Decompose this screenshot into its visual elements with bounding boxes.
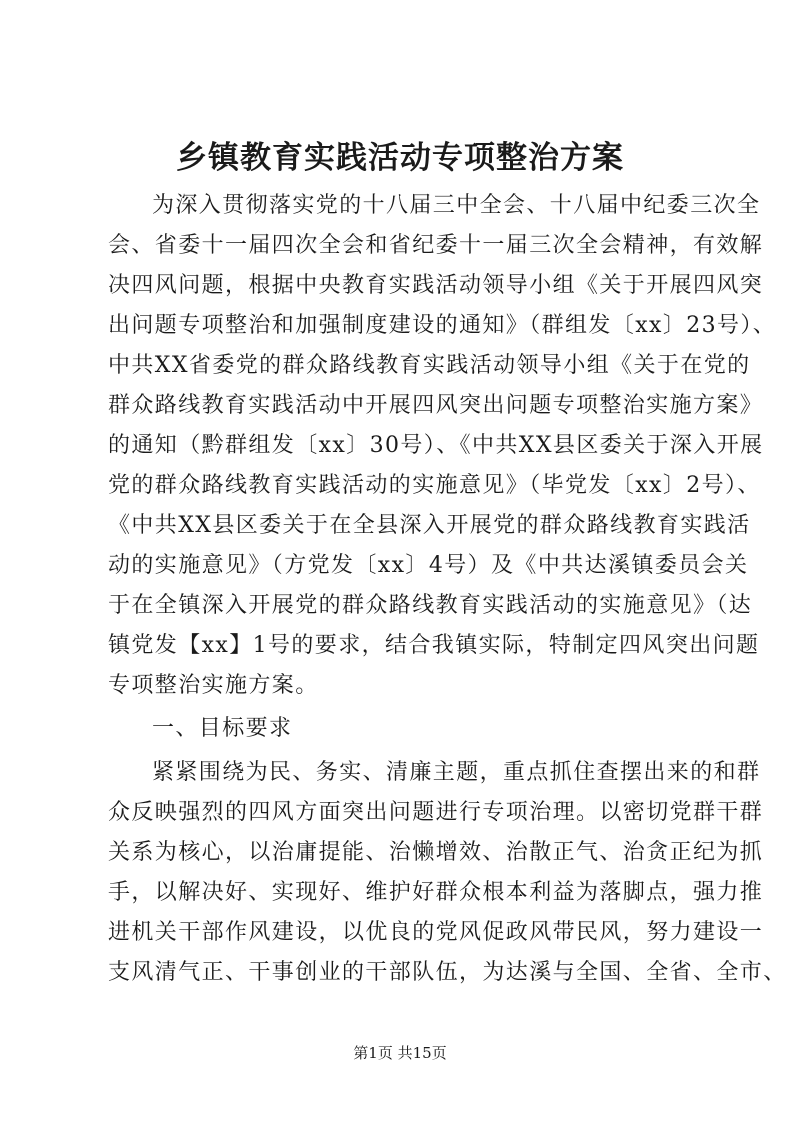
paragraph-line: 紧紧围绕为民、务实、清廉主题，重点抓住查摆出来的和群 <box>152 759 761 785</box>
paragraph-intro <box>108 186 777 706</box>
paragraph-line: 群众路线教育实践活动中开展四风突出问题专项整治实施方案》 <box>108 393 764 418</box>
paragraph-line: 关系为核心，以治庸提能、治懒增效、治散正气、治贪正纪为抓 <box>108 839 764 865</box>
paragraph-line: 的通知（黔群组发〔xx〕30号）、《中共XX县区委关于深入开展 <box>108 433 764 458</box>
paragraph-line: 会、省委十一届四次全会和省纪委十一届三次全会精神，有效解 <box>108 233 764 258</box>
paragraph-line: 支风清气正、干事创业的干部队伍，为达溪与全国、全省、全市、 <box>108 959 787 985</box>
paragraph-line: 众反映强烈的四风方面突出问题进行专项治理。以密切党群干群 <box>108 799 764 825</box>
paragraph-line: 出问题专项整治和加强制度建设的通知》（群组发〔xx〕23号）、 <box>108 313 777 338</box>
paragraph-line: 专项整治实施方案。 <box>108 673 319 698</box>
paragraph-line: 动的实施意见》（方党发〔xx〕4号）及《中共达溪镇委员会关 <box>108 553 749 578</box>
paragraph-line: 党的群众路线教育实践活动的实施意见》（毕党发〔xx〕2号）、 <box>108 473 761 498</box>
paragraph-goals <box>108 753 787 993</box>
paragraph-heading-goals <box>108 709 708 749</box>
paragraph-line: 中共XX省委党的群众路线教育实践活动领导小组《关于在党的 <box>108 353 751 378</box>
paragraph-line: 一、目标要求 <box>152 716 293 742</box>
paragraph-line: 进机关干部作风建设，以优良的党风促政风带民风，努力建设一 <box>108 919 764 945</box>
page-footer: 第1页 共15页 <box>353 1044 447 1062</box>
document-title: 乡镇教育实践活动专项整治方案 <box>176 140 624 176</box>
paragraph-line: 镇党发【xx】1号的要求，结合我镇实际，特制定四风突出问题 <box>108 633 760 658</box>
paragraph-line: 为深入贯彻落实党的十八届三中全会、十八届中纪委三次全 <box>152 193 761 218</box>
document-body <box>108 186 787 993</box>
paragraph-line: 手，以解决好、实现好、维护好群众根本利益为落脚点，强力推 <box>108 879 764 905</box>
paragraph-line: 决四风问题，根据中央教育实践活动领导小组《关于开展四风突 <box>108 273 764 298</box>
paragraph-line: 于在全镇深入开展党的群众路线教育实践活动的实施意见》（达 <box>108 593 753 618</box>
paragraph-line: 《中共XX县区委关于在全县深入开展党的群众路线教育实践活 <box>108 513 751 538</box>
